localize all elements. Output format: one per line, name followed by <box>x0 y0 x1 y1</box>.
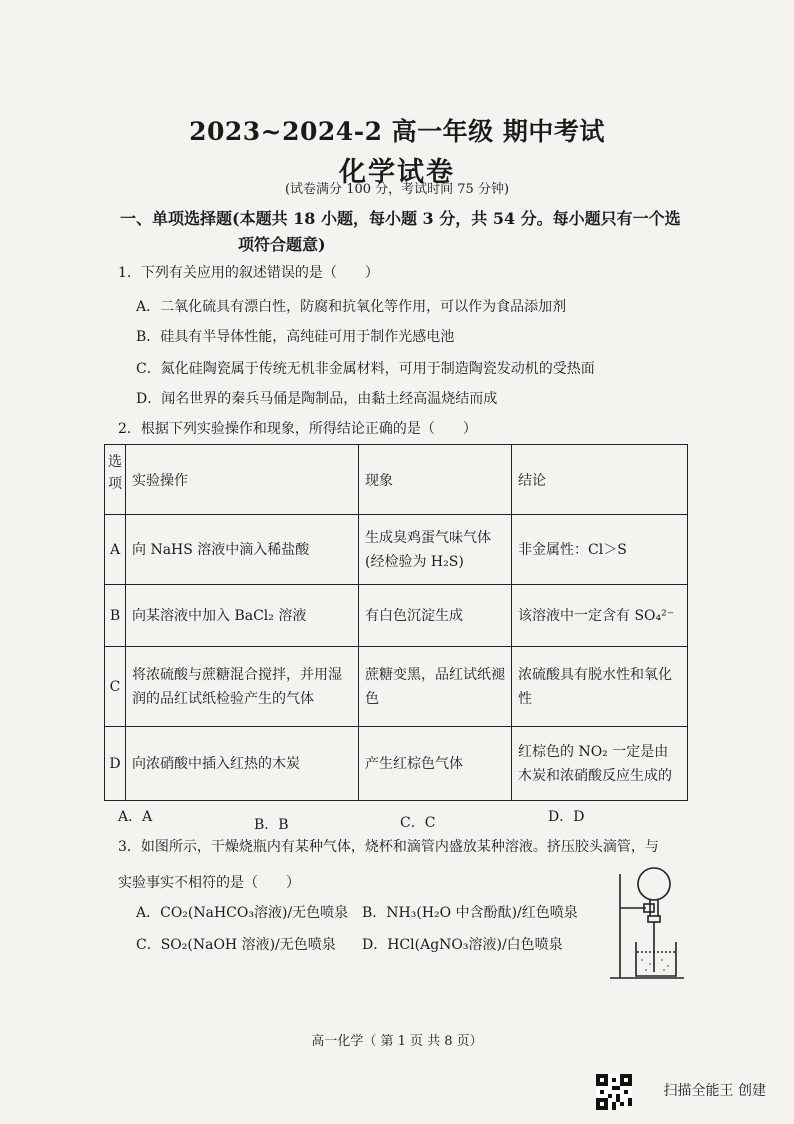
row-phenomenon: 蔗糖变黑，品红试纸褪色 <box>359 647 512 727</box>
row-conclusion: 浓硫酸具有脱水性和氧化性 <box>512 647 688 727</box>
q1-option-b: B．硅具有半导体性能，高纯硅可用于制作光感电池 <box>136 329 455 345</box>
q2-table <box>104 444 688 801</box>
q1-option-a: A．二氧化硫具有漂白性，防腐和抗氧化等作用，可以作为食品添加剂 <box>136 299 567 315</box>
row-operation: 向 NaHS 溶液中滴入稀盐酸 <box>126 515 359 585</box>
fountain-apparatus-figure <box>606 860 702 986</box>
q3-stem-line1: 3．如图所示，干燥烧瓶内有某种气体，烧杯和滴管内盛放某种溶液。挤压胶头滴管，与 <box>118 839 659 855</box>
section-heading <box>120 206 700 258</box>
row-operation: 将浓硫酸与蔗糖混合搅拌，并用湿润的品红试纸检验产生的气体 <box>126 647 359 727</box>
scanner-watermark: 扫描全能王 创建 <box>663 1083 766 1099</box>
page-footer: 高一化学（ 第 1 页 共 8 页） <box>311 1034 483 1049</box>
table-row <box>105 515 688 585</box>
row-conclusion: 红棕色的 NO₂ 一定是由木炭和浓硝酸反应生成的 <box>512 727 688 801</box>
row-phenomenon: 生成臭鸡蛋气味气体(经检验为 H₂S) <box>359 515 512 585</box>
row-phenomenon: 产生红棕色气体 <box>359 727 512 801</box>
header-conclusion: 结论 <box>512 445 688 515</box>
q2-choice-a: A．A <box>118 809 153 825</box>
table-header-row <box>105 445 688 515</box>
section-heading-line2: 项符合题意) <box>238 235 326 254</box>
q3-stem-line2: 实验事实不相符的是（ ） <box>118 875 300 891</box>
exam-title: 2023~2024-2 高一年级 期中考试 <box>189 117 605 146</box>
row-key: A <box>105 515 126 585</box>
table-row <box>105 727 688 801</box>
q2-choice-b: B．B <box>254 817 289 833</box>
header-operation: 实验操作 <box>126 445 359 515</box>
q3-option-b: B．NH₃(H₂O 中含酚酞)/红色喷泉 <box>362 905 578 921</box>
row-key: D <box>105 727 126 801</box>
exam-note: (试卷满分 100 分，考试时间 75 分钟) <box>284 182 510 197</box>
q2-choice-d: D．D <box>548 809 585 825</box>
header-option: 选项 <box>105 445 126 515</box>
row-phenomenon: 有白色沉淀生成 <box>359 585 512 647</box>
q1-stem: 1．下列有关应用的叙述错误的是（ ） <box>118 265 379 281</box>
qr-code-icon <box>596 1074 632 1110</box>
row-conclusion: 该溶液中一定含有 SO₄²⁻ <box>512 585 688 647</box>
q1-option-c: C．氮化硅陶瓷属于传统无机非金属材料，可用于制造陶瓷发动机的受热面 <box>136 361 595 377</box>
q2-stem: 2．根据下列实验操作和现象，所得结论正确的是（ ） <box>118 421 477 437</box>
q3-option-c: C．SO₂(NaOH 溶液)/无色喷泉 <box>136 937 336 953</box>
table-row <box>105 585 688 647</box>
q3-option-a: A．CO₂(NaHCO₃溶液)/无色喷泉 <box>136 905 349 921</box>
table-row <box>105 647 688 727</box>
section-heading-line1: 一、单项选择题(本题共 18 小题，每小题 3 分，共 54 分。每小题只有一个选 <box>120 209 681 228</box>
subject-title: 化学试卷 <box>339 157 455 188</box>
q2-choice-c: C．C <box>400 815 436 831</box>
row-key: B <box>105 585 126 647</box>
header-phenomenon: 现象 <box>359 445 512 515</box>
row-key: C <box>105 647 126 727</box>
row-operation: 向某溶液中加入 BaCl₂ 溶液 <box>126 585 359 647</box>
row-operation: 向浓硝酸中插入红热的木炭 <box>126 727 359 801</box>
row-conclusion: 非金属性：Cl＞S <box>512 515 688 585</box>
q3-option-d: D．HCl(AgNO₃溶液)/白色喷泉 <box>362 937 563 953</box>
q1-option-d: D．闻名世界的秦兵马俑是陶制品，由黏土经高温烧结而成 <box>136 391 498 407</box>
